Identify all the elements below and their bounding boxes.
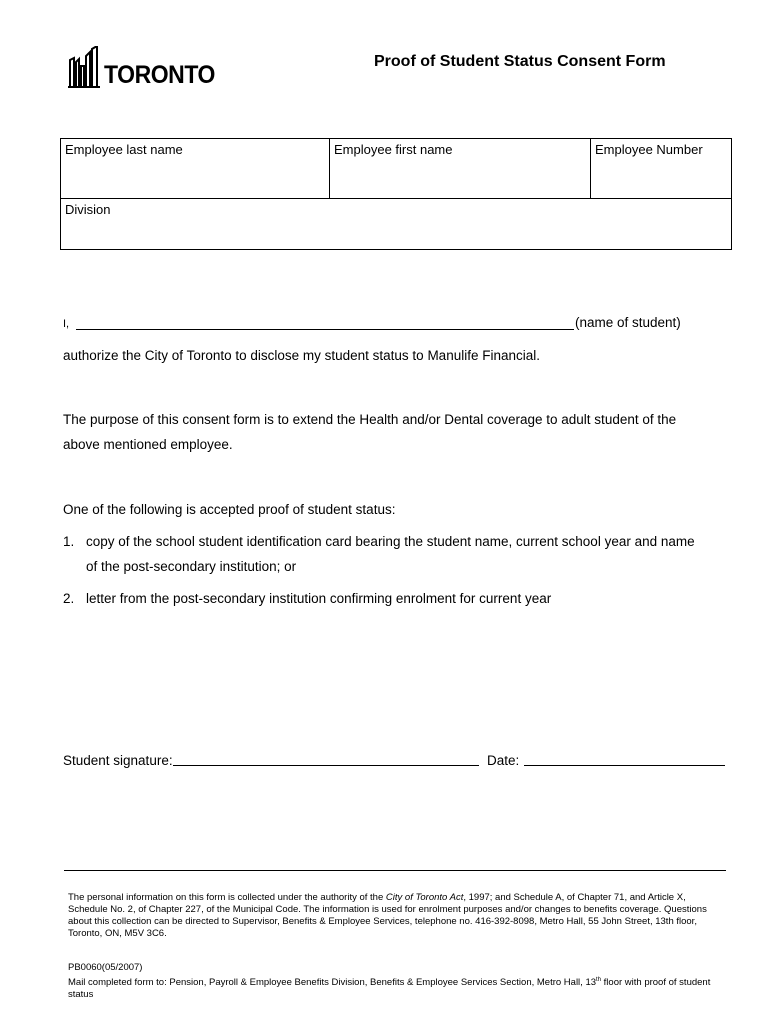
footer-divider — [64, 870, 726, 871]
city-hall-icon — [68, 46, 102, 88]
signature-label: Student signature: — [63, 753, 173, 768]
i-prefix: I, — [63, 318, 70, 330]
purpose-text-1: The purpose of this consent form is to extend the Health and/or Dental coverage to adult student of the — [63, 412, 677, 427]
proof-intro: One of the following is accepted proof of student status: — [63, 502, 396, 517]
item-1-number: 1. — [63, 534, 75, 549]
logo-wordmark: TORONTO — [104, 61, 215, 89]
date-line[interactable] — [524, 765, 725, 766]
item-1-text-1: copy of the school student identification card bearing the student name, current school year and name — [86, 534, 695, 549]
first-name-field[interactable] — [330, 139, 591, 199]
division-label: Division — [65, 202, 111, 217]
mail-instructions — [68, 962, 728, 1001]
first-name-label: Employee first name — [334, 142, 453, 157]
last-name-label: Employee last name — [65, 142, 183, 157]
student-name-line[interactable] — [76, 329, 574, 330]
form-code: PB0060(05/2007) — [68, 962, 143, 973]
employee-number-field[interactable] — [591, 139, 732, 199]
employee-info-table — [60, 138, 732, 250]
mail-text — [68, 974, 728, 1001]
date-label: Date: — [487, 753, 520, 768]
item-1-text-2: of the post-secondary institution; or — [86, 559, 297, 574]
authorize-text: authorize the City of Toronto to disclose my student status to Manulife Financial. — [63, 348, 540, 363]
signature-line[interactable] — [173, 765, 479, 766]
privacy-text-post: , 1997; and Schedule A, of Chapter 71, and Article X, Schedule No. 2, of Chapter 227, of the Municipal Code. The information is used for enrolment purposes and/or changes to benefits coverage. Questions about this collection can be directed to Supervisor, Benefits & Employee Services, telephone no. 416-392-8098, Metro Hall, 55 John Street, 13th floor, Toronto, ON, M5V 3C6. — [68, 892, 707, 939]
last-name-field[interactable] — [61, 139, 330, 199]
form-title: Proof of Student Status Consent Form — [374, 53, 666, 70]
mail-ordinal: th — [596, 977, 602, 983]
privacy-act-name: City of Toronto Act — [385, 892, 464, 903]
purpose-text-2: above mentioned employee. — [63, 437, 233, 452]
city-logo — [68, 46, 225, 88]
name-of-student-label: (name of student) — [575, 315, 681, 330]
division-field[interactable] — [61, 199, 732, 250]
item-2-number: 2. — [63, 591, 75, 606]
employee-number-label: Employee Number — [595, 142, 703, 157]
mail-text-pre: Mail completed form to: Pension, Payroll & Employee Benefits Division, Benefits & Employee Services Section, Metro Hall, 13 — [68, 977, 597, 989]
mail-text-post: floor with proof of student status — [68, 977, 711, 1001]
privacy-notice — [68, 892, 718, 940]
privacy-text-pre: The personal information on this form is collected under the authority of the — [68, 892, 386, 903]
item-2-text: letter from the post-secondary institution confirming enrolment for current year — [86, 591, 552, 606]
